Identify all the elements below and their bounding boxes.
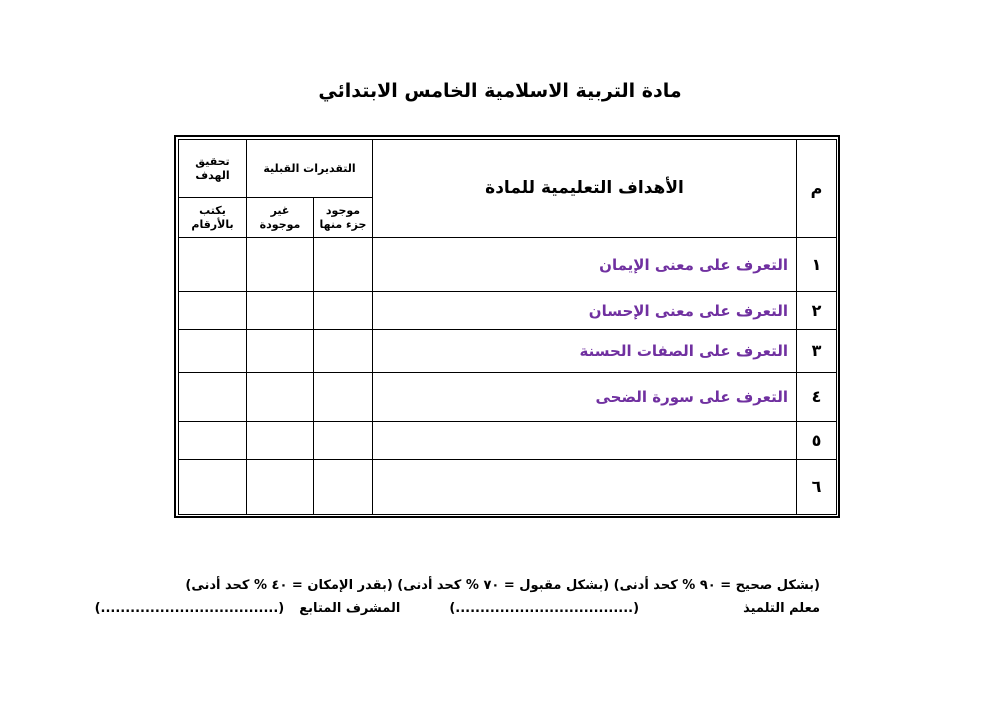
signature-line (95, 601, 820, 616)
cell-partial[interactable] (314, 238, 373, 292)
row-number: ٢ (797, 292, 837, 330)
column-header-number: م (797, 140, 837, 238)
cell-absent[interactable] (247, 422, 314, 460)
supervisor-blank[interactable]: (....................................) (94, 601, 285, 616)
cell-digits[interactable] (179, 292, 247, 330)
column-header-pre-assessment: التقديرات القبلية (247, 140, 373, 198)
cell-partial[interactable] (314, 422, 373, 460)
achieve-goal-line2: الهدف (195, 168, 230, 182)
row-number: ١ (797, 238, 837, 292)
row-goal: التعرف على معنى الإيمان (373, 238, 797, 292)
grading-scale: (بشكل صحيح = ٩٠ % كحد أدنى) (بشكل مقبول = ٧٠ % كحد أدنى) (بقدر الإمكان = ٤٠ % كحد أدنى) (185, 578, 820, 593)
row-number: ٥ (797, 422, 837, 460)
teacher-blank[interactable]: (....................................) (449, 601, 640, 616)
absent-line2: موجودة (259, 217, 301, 231)
row-goal: التعرف على سورة الضحى (373, 373, 797, 422)
partial-line2: جزء منها (319, 217, 367, 231)
cell-absent[interactable] (247, 330, 314, 373)
teacher-label: معلم التلميذ (743, 601, 820, 616)
digits-line1: يكتب (199, 204, 226, 218)
table-row (179, 238, 837, 292)
table-row (179, 460, 837, 515)
cell-digits[interactable] (179, 422, 247, 460)
table-row (179, 330, 837, 373)
row-goal: التعرف على الصفات الحسنة (373, 330, 797, 373)
cell-digits[interactable] (179, 238, 247, 292)
cell-absent[interactable] (247, 292, 314, 330)
supervisor-label: المشرف المتابع (299, 601, 401, 616)
cell-partial[interactable] (314, 330, 373, 373)
row-number: ٣ (797, 330, 837, 373)
table-header-row (179, 140, 837, 198)
partial-line1: موجود (325, 204, 361, 218)
column-header-partial (314, 198, 373, 238)
cell-partial[interactable] (314, 373, 373, 422)
row-number: ٦ (797, 460, 837, 515)
cell-digits[interactable] (179, 373, 247, 422)
column-header-goals: الأهداف التعليمية للمادة (373, 140, 797, 238)
row-number: ٤ (797, 373, 837, 422)
absent-line1: غير (270, 204, 290, 218)
table-row (179, 422, 837, 460)
cell-partial[interactable] (314, 292, 373, 330)
column-header-digits (179, 198, 247, 238)
cell-absent[interactable] (247, 373, 314, 422)
cell-digits[interactable] (179, 460, 247, 515)
row-goal[interactable] (373, 422, 797, 460)
table-row (179, 292, 837, 330)
row-goal[interactable] (373, 460, 797, 515)
digits-line2: بالأرقام (191, 217, 234, 231)
row-goal: التعرف على معنى الإحسان (373, 292, 797, 330)
cell-absent[interactable] (247, 460, 314, 515)
achieve-goal-line1: تحقيق (195, 155, 230, 169)
cell-digits[interactable] (179, 330, 247, 373)
column-header-achieve-goal (179, 140, 247, 198)
table-row (179, 373, 837, 422)
objectives-table (178, 139, 837, 515)
cell-absent[interactable] (247, 238, 314, 292)
page-title: مادة التربية الاسلامية الخامس الابتدائي (318, 80, 682, 102)
cell-partial[interactable] (314, 460, 373, 515)
column-header-absent (247, 198, 314, 238)
